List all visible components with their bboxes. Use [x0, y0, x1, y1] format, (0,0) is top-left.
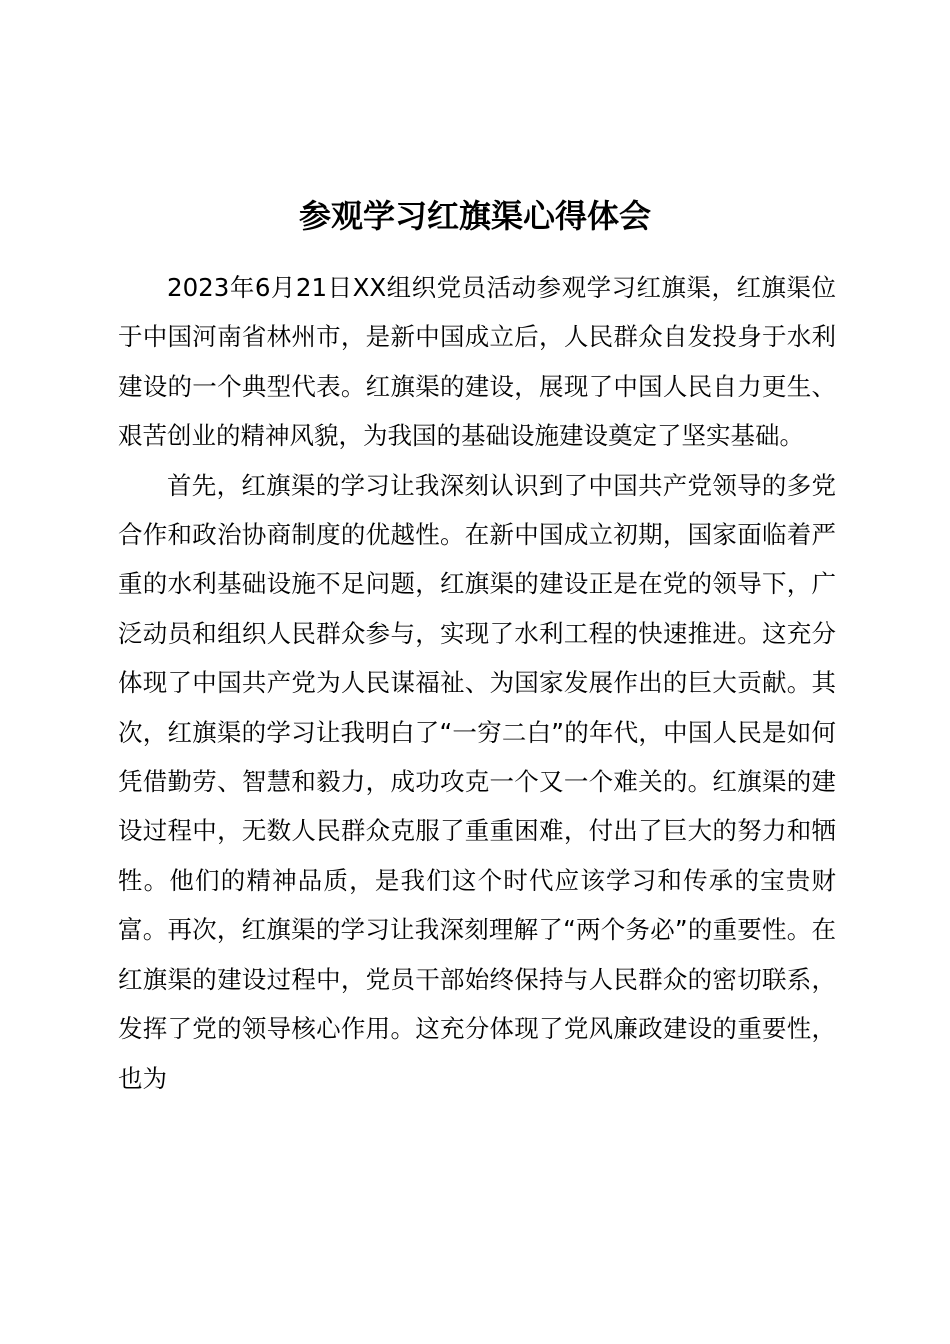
- paragraph-reflection: 首先，红旗渠的学习让我深刻认识到了中国共产党领导的多党合作和政治协商制度的优越性。在新中国成立初期，国家面临着严重的水利基础设施不足问题，红旗渠的建设正是在党的领导下，广泛动员和组织人民群众参与，实现了水利工程的快速推进。这充分体现了中国共产党为人民谋福祉、为国家发展作出的巨大贡献。其次，红旗渠的学习让我明白了“一穷二白”的年代，中国人民是如何凭借勤劳、智慧和毅力，成功攻克一个又一个难关的。红旗渠的建设过程中，无数人民群众克服了重重困难，付出了巨大的努力和牺牲。他们的精神品质，是我们这个时代应该学习和传承的宝贵财富。再次，红旗渠的学习让我深刻理解了“两个务必”的重要性。在红旗渠的建设过程中，党员干部始终保持与人民群众的密切联系，发挥了党的领导核心作用。这充分体现了党风廉政建设的重要性，也为: [118, 470, 836, 1093]
- paragraph-intro: 2023年6月21日XX组织党员活动参观学习红旗渠，红旗渠位于中国河南省林州市，是新中国成立后，人民群众自发投身于水利建设的一个典型代表。红旗渠的建设，展现了中国人民自力更生、艰苦创业的精神风貌，为我国的基础设施建设奠定了坚实基础。: [118, 273, 836, 451]
- document-title: 参观学习红旗渠心得体会: [298, 197, 651, 235]
- document-body: [118, 263, 836, 1103]
